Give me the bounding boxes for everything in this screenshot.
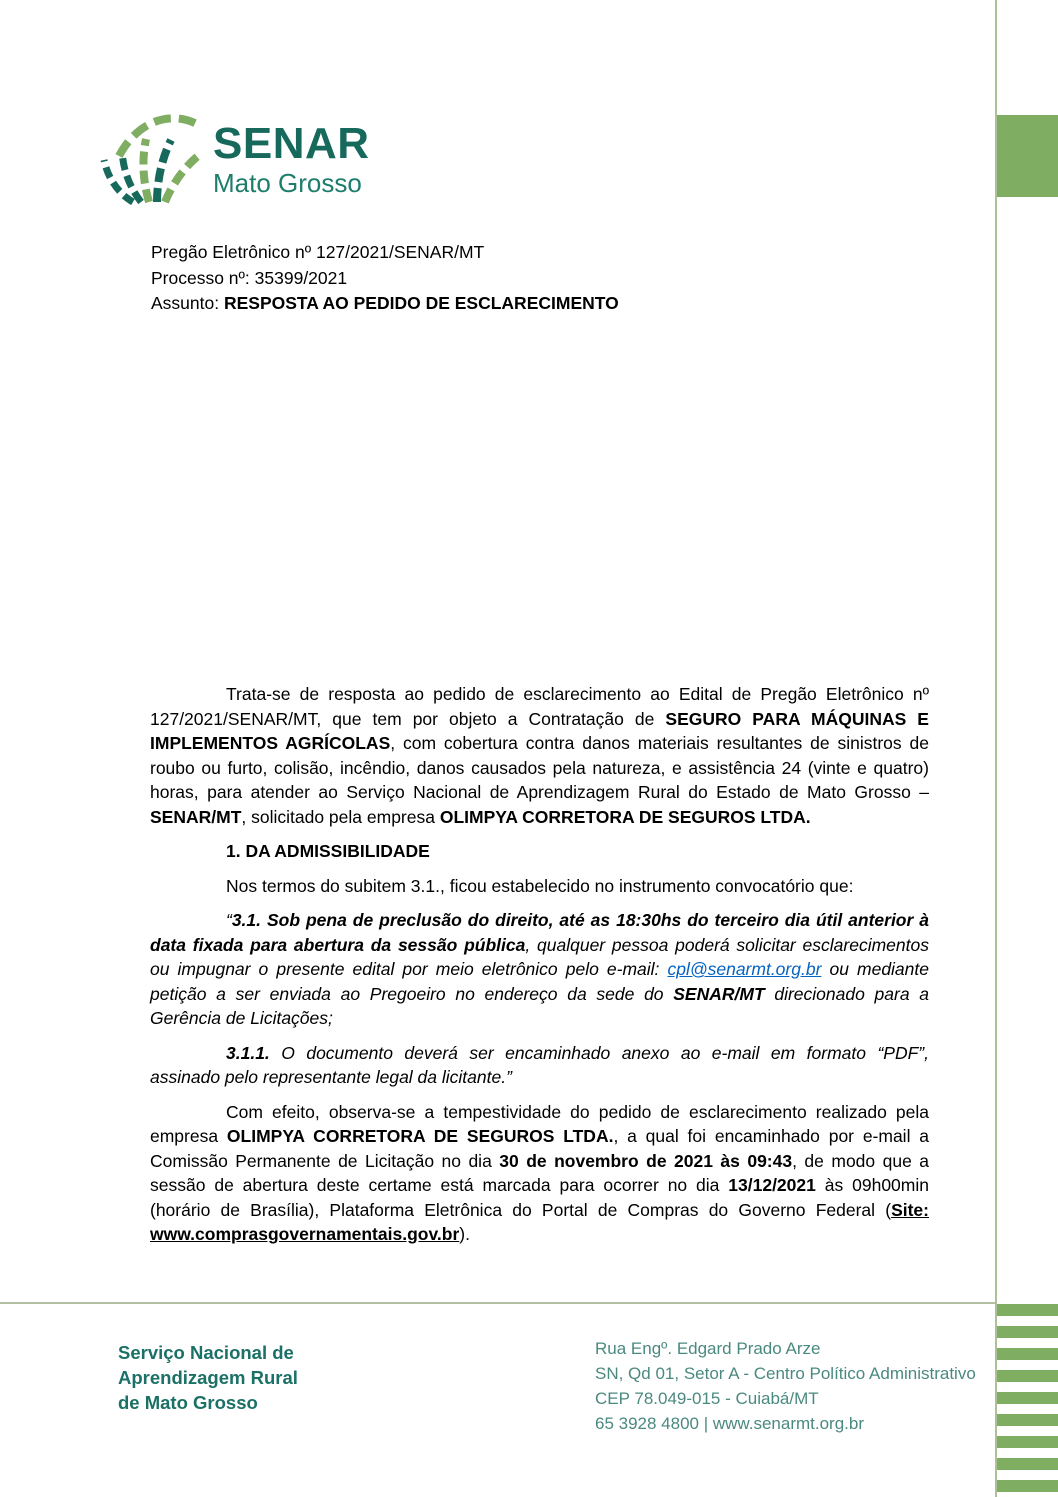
clause-3-1-1-number: 3.1.1. <box>226 1042 270 1063</box>
conclusion-text: Com efeito, observa-se a tempestividade do pedido de esclarecimento realizado pela empresa <box>150 1101 929 1146</box>
clause-3-1-1-text: O documento deverá ser encaminhado anexo ao e-mail em formato “PDF”, assinado pelo representante legal da licitante.” <box>150 1042 929 1087</box>
footer-address <box>595 1336 976 1436</box>
company-name-2: OLIMPYA CORRETORA DE SEGUROS LTDA. <box>226 1126 614 1146</box>
senar-mt-label: SENAR/MT <box>150 806 242 827</box>
conclusion-text-3: , de modo que a sessão de abertura deste certame está marcada para ocorrer no dia <box>150 1150 929 1195</box>
senar-mt-label-quote: SENAR/MT <box>673 983 765 1004</box>
section-heading-admissibilidade: 1. DA ADMISSIBILIDADE <box>226 841 430 861</box>
footer-address-district: SN, Qd 01, Setor A - Centro Político Administrativo <box>595 1364 976 1383</box>
conclusion-text-2: , a qual foi encaminhado por e-mail a Comissão Permanente de Licitação no dia <box>150 1126 929 1171</box>
clause-3-1-text: , qualquer pessoa poderá solicitar esclarecimentos ou impugnar o presente edital por meio eletrônico pelo e-mail: <box>150 934 929 979</box>
logo-brand-text: SENAR <box>213 119 370 168</box>
document-body <box>150 682 929 1257</box>
intro-text-2: , com cobertura contra danos materiais resultantes de sinistros de roubo ou furto, colisão, incêndio, danos causados pela natureza, e assistência 24 (vinte e quatro) horas, para atender ao Serviço Nacional de Aprendizagem Rural do Estado de Mato Grosso – <box>150 733 929 802</box>
footer-org-name <box>118 1340 298 1415</box>
paragraph-nos-termos: Nos termos do subitem 3.1., ficou estabelecido no instrumento convocatório que: <box>226 875 854 896</box>
footer-address-cep: CEP 78.049-015 - Cuiabá/MT <box>595 1389 819 1408</box>
footer-address-street: Rua Engº. Edgard Prado Arze <box>595 1339 821 1358</box>
bottom-right-green-stripes <box>997 1304 1058 1497</box>
intro-text: Trata-se de resposta ao pedido de esclarecimento ao Edital de Pregão Eletrônico nº 127/2021/SENAR/MT, que tem por objeto a Contratação de <box>150 684 929 729</box>
footer-org-line: Aprendizagem Rural <box>118 1367 298 1388</box>
quote-open: “ <box>226 910 232 930</box>
company-name: OLIMPYA CORRETORA DE SEGUROS LTDA. <box>439 806 811 827</box>
quote-clause-3-1 <box>150 908 929 1031</box>
document-header <box>151 240 619 317</box>
paragraph-intro <box>150 682 929 829</box>
conclusion-text-4: às 09h00min (horário de Brasília), Plataforma Eletrônica do Portal de Compras do Governo Federal ( <box>150 1175 929 1220</box>
clause-3-1-text-3: direcionado para a Gerência de Licitações; <box>150 983 930 1028</box>
top-right-green-block <box>997 115 1058 197</box>
quote-clause-3-1-1 <box>150 1041 929 1090</box>
footer-org-line: Serviço Nacional de <box>118 1342 294 1363</box>
wheat-sheaf-icon <box>98 106 200 206</box>
subject-label: Assunto: <box>151 293 224 313</box>
footer-separator-line <box>0 1302 996 1304</box>
conclusion-text-5: ). <box>459 1224 470 1244</box>
logo-region-text: Mato Grosso <box>213 168 362 198</box>
logo-wordmark <box>213 106 370 196</box>
session-date: 13/12/2021 <box>728 1175 816 1195</box>
subject-value: RESPOSTA AO PEDIDO DE ESCLARECIMENTO <box>223 293 619 313</box>
senar-logo <box>98 106 370 206</box>
header-subject <box>151 291 619 317</box>
email-link[interactable]: cpl@senarmt.org.br <box>667 959 822 979</box>
footer-org-line: de Mato Grosso <box>118 1392 258 1413</box>
header-procurement-number: Pregão Eletrônico nº 127/2021/SENAR/MT <box>151 242 485 262</box>
header-process-number: Processo nº: 35399/2021 <box>151 267 348 288</box>
intro-text-3: , solicitado pela empresa <box>241 806 440 827</box>
paragraph-conclusion <box>150 1100 929 1247</box>
object-name: SEGURO PARA MÁQUINAS E IMPLEMENTOS AGRÍCOLAS <box>150 708 929 753</box>
clause-3-1-text-2: ou mediante petição a ser enviada ao Pregoeiro no endereço da sede do <box>150 959 929 1004</box>
clause-3-1-bold: 3.1. Sob pena de preclusão do direito, até as 18:30hs do terceiro dia útil anterior à data fixada para abertura da sessão pública <box>150 910 929 955</box>
footer-phone-site: 65 3928 4800 | www.senarmt.org.br <box>595 1414 865 1433</box>
compras-site-link[interactable]: Site: www.comprasgovernamentais.gov.br <box>150 1199 929 1244</box>
email-date: 30 de novembro de 2021 às 09:43 <box>499 1150 793 1171</box>
right-vertical-rule <box>995 0 997 1497</box>
